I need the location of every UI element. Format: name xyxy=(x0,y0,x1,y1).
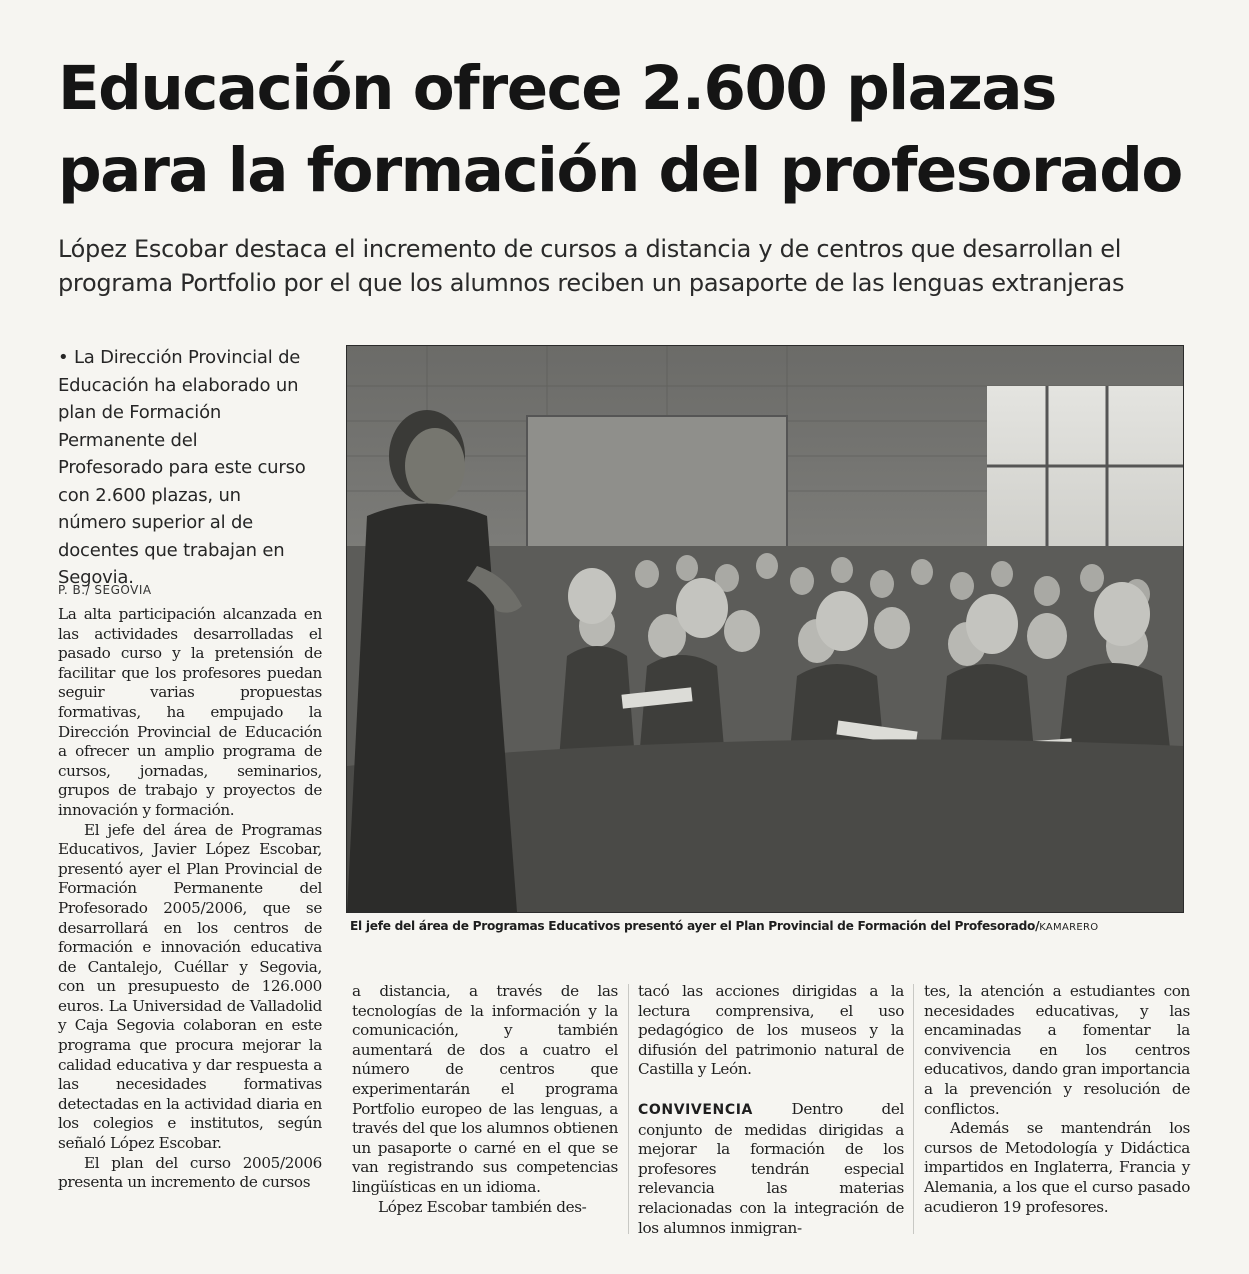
classroom-photo-illustration xyxy=(347,346,1183,912)
paragraph: López Escobar también des- xyxy=(378,1197,587,1216)
caption-text: El jefe del área de Programas Educativos presentó ayer el Plan Provincial de Formación del Profesorado/ xyxy=(350,919,1040,933)
photo-caption xyxy=(350,919,1190,933)
lede-summary: • La Dirección Provincial de Educación ha elaborado un plan de Formación Permanente del Profesorado para este curso con 2.600 plazas, un número superior al de docentes que trabajan en Segovia. xyxy=(58,347,306,588)
paragraph: tacó las acciones dirigidas a la lectura comprensiva, el uso pedagógico de los museos y la difusión del patrimonio natural de Castilla y León. xyxy=(638,982,904,1079)
paragraph: a distancia, a través de las tecnologías de la información y la comunicación, y también aumentará de dos a cuatro el número de centros que experimentarán el programa Portfolio europeo de las lenguas, a través del que los alumnos obtienen un pasaporte o carné en el que se van registrando sus competencias lingüísticas en un idioma. xyxy=(352,982,618,1196)
headline xyxy=(58,48,1198,212)
paragraph xyxy=(638,1100,904,1238)
article-column-2 xyxy=(352,982,618,1217)
paragraph-text: Dentro del conjunto de medidas dirigidas a mejorar la formación de los profesores tendrán especial relevancia las materias relacionadas con la integración de los alumnos inmigran- xyxy=(638,1099,904,1237)
column-divider xyxy=(913,984,914,1234)
article-column-1 xyxy=(58,605,322,1193)
article-column-3 xyxy=(638,982,904,1238)
headline-line-1: Educación ofrece 2.600 plazas xyxy=(58,53,1056,124)
article-column-4 xyxy=(924,982,1190,1217)
headline-line-2: para la formación del profesorado xyxy=(58,135,1182,206)
article-photo xyxy=(346,345,1184,913)
photo-credit: KAMARERO xyxy=(1039,922,1099,933)
paragraph: El plan del curso 2005/2006 presenta un incremento de cursos xyxy=(58,1153,322,1192)
paragraph: El jefe del área de Programas Educativos, Javier López Escobar, presentó ayer el Plan Provincial de Formación Permanente del Profesorado 2005/2006, que se desarrollará en los centros de formación e innovación educativa de Cantalejo, Cuéllar y Segovia, con un presupuesto de 126.000 euros. La Universidad de Valladolid y Caja Segovia colaboran en este programa que procura mejorar la calidad educativa y dar respuesta a las necesidades formativas detectadas en la actividad diaria en los colegios e institutos, según señaló López Escobar. xyxy=(58,820,322,1153)
paragraph: Además se mantendrán los cursos de Metodología y Didáctica impartidos en Inglaterra, Francia y Alemania, a los que el curso pasado acudieron 19 profesores. xyxy=(924,1119,1190,1216)
paragraph: La alta participación alcanzada en las actividades desarrolladas el pasado curso y la pretensión de facilitar que los profesores puedan seguir varias propuestas formativas, ha empujado la Dirección Provincial de Educación a ofrecer un amplio programa de cursos, jornadas, seminarios, grupos de trabajo y proyectos de innovación y formación. xyxy=(58,605,322,819)
byline: P. B./ SEGOVIA xyxy=(58,583,152,597)
paragraph: tes, la atención a estudiantes con necesidades educativas, y las encaminadas a fomentar la convivencia en los centros educativos, dando gran importancia a la prevención y resolución de conflictos. xyxy=(924,982,1190,1118)
section-kicker: CONVIVENCIA xyxy=(638,1101,753,1118)
subheadline: López Escobar destaca el incremento de cursos a distancia y de centros que desarrollan el programa Portfolio por el que los alumnos reciben un pasaporte de las lenguas extranjeras xyxy=(58,235,1125,297)
column-divider xyxy=(628,984,629,1234)
